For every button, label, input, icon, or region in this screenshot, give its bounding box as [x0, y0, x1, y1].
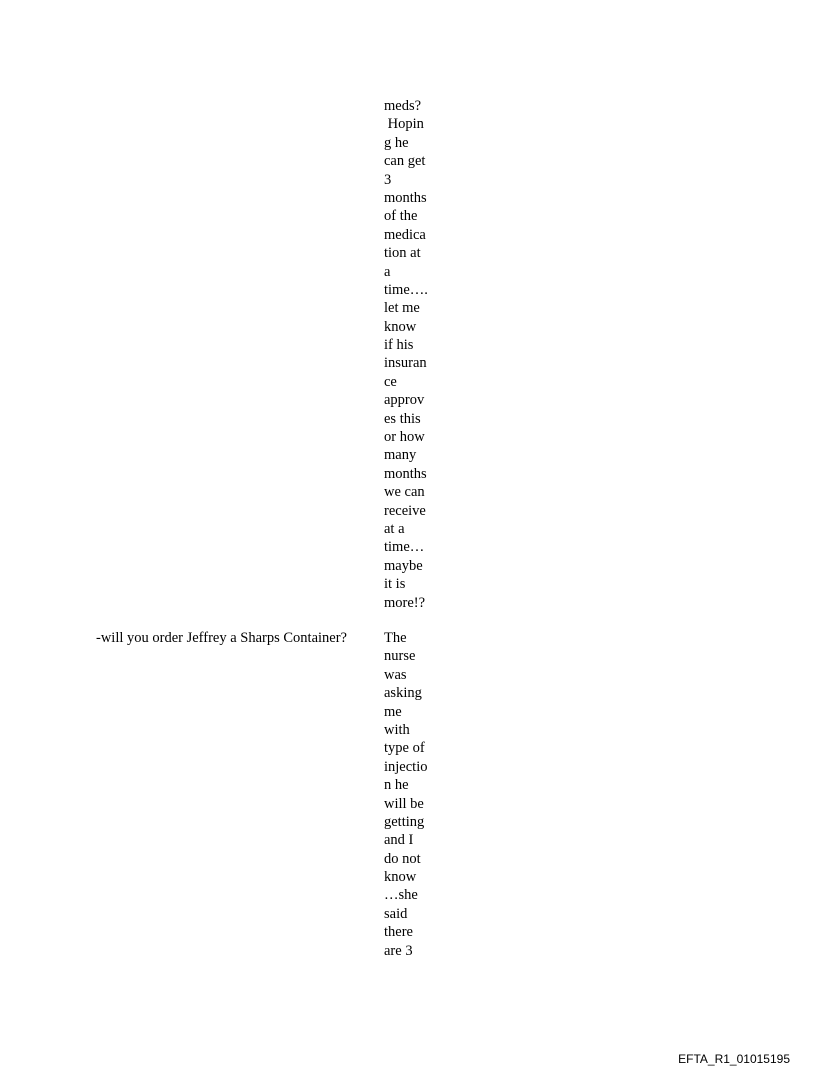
- question-sharps-container: -will you order Jeffrey a Sharps Container?: [96, 630, 347, 646]
- text-line: …she: [384, 887, 418, 904]
- text-line: insuran: [384, 355, 427, 372]
- text-line: meds?: [384, 98, 422, 114]
- text-line: type of: [384, 740, 425, 757]
- text-line: of the: [384, 208, 418, 225]
- text-line: with: [384, 721, 410, 738]
- text-line: n he: [384, 777, 409, 794]
- text-line: said: [384, 905, 408, 922]
- text-line: asking: [384, 685, 422, 702]
- text-line: Hopin: [384, 116, 424, 133]
- text-line: let me: [384, 300, 420, 317]
- text-line: injectio: [384, 758, 428, 775]
- text-line: me: [384, 703, 402, 720]
- document-id: EFTA_R1_01015195: [678, 1052, 790, 1066]
- text-line: The: [384, 630, 407, 646]
- response-column-2: [384, 629, 440, 960]
- text-line: approv: [384, 392, 425, 409]
- text-line: g he: [384, 134, 409, 151]
- text-line: if his: [384, 337, 414, 354]
- text-line: months: [384, 189, 427, 206]
- text-line: ce: [384, 373, 397, 390]
- text-line: maybe: [384, 557, 423, 574]
- text-line: was: [384, 666, 407, 683]
- text-line: know: [384, 869, 417, 886]
- text-line: nurse: [384, 648, 416, 665]
- text-line: months: [384, 465, 427, 482]
- text-line: at a: [384, 520, 405, 537]
- text-line: and I: [384, 832, 414, 849]
- text-line: getting: [384, 813, 425, 830]
- text-line: many: [384, 447, 417, 464]
- text-line: time…: [384, 539, 425, 556]
- text-line: receive: [384, 502, 426, 519]
- text-line: it is: [384, 576, 406, 593]
- text-line: tion at: [384, 245, 421, 262]
- text-line: 3: [384, 171, 392, 188]
- text-line: or how: [384, 429, 425, 446]
- text-line: there: [384, 924, 413, 941]
- text-line: we can: [384, 484, 425, 501]
- response-column-1: [384, 97, 440, 612]
- text-line: medica: [384, 226, 426, 243]
- text-line: know: [384, 318, 417, 335]
- text-line: will be: [384, 795, 424, 812]
- text-line: a: [384, 263, 391, 280]
- text-line: do not: [384, 850, 421, 867]
- text-line: more!?: [384, 594, 426, 611]
- text-line: es this: [384, 410, 421, 427]
- text-line: can get: [384, 153, 426, 170]
- text-line: time….: [384, 281, 428, 298]
- text-line: are 3: [384, 942, 413, 959]
